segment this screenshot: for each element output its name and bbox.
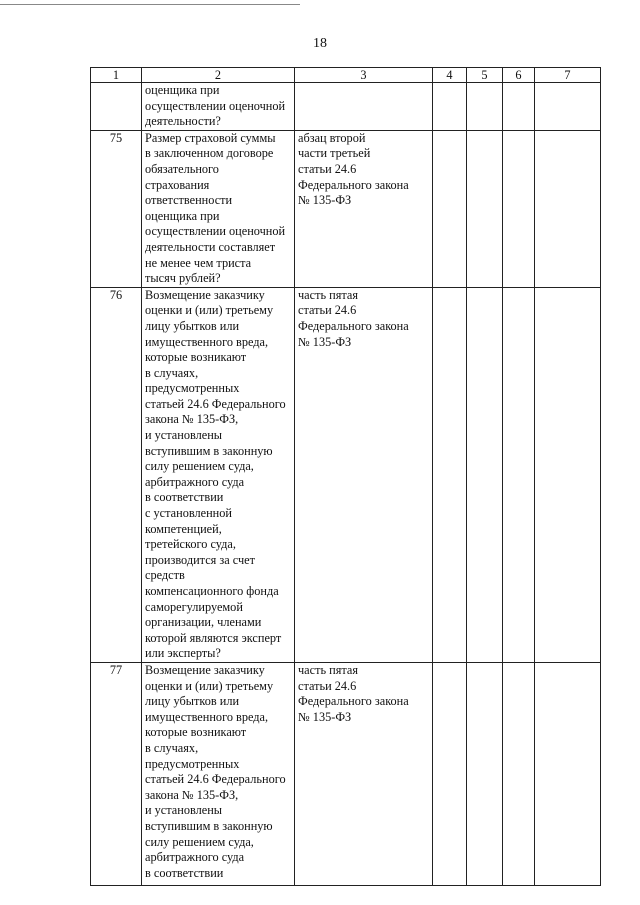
header-col-5: 5 (467, 68, 503, 83)
notes-cell (535, 287, 601, 662)
row-number (91, 83, 142, 131)
row-number: 76 (91, 287, 142, 662)
table-row (91, 83, 601, 131)
table-row (91, 287, 601, 662)
answer-cell-no (467, 83, 503, 131)
requirement-text: Размер страховой суммы в заключенном договоре обязательного страхования ответственности оценщика при осуществлении оценочной деятельности составляет не менее чем триста тысяч рублей? (142, 130, 295, 287)
table-row (91, 130, 601, 287)
header-col-1: 1 (91, 68, 142, 83)
requirement-text: оценщика при осуществлении оценочной деятельности? (142, 83, 295, 131)
row-number: 75 (91, 130, 142, 287)
answer-cell-na (503, 83, 535, 131)
notes-cell (535, 662, 601, 885)
answer-cell-no (467, 662, 503, 885)
answer-cell-yes (433, 83, 467, 131)
answer-cell-yes (433, 130, 467, 287)
notes-cell (535, 130, 601, 287)
header-col-3: 3 (295, 68, 433, 83)
requirement-text: Возмещение заказчику оценки и (или) третьему лицу убытков или имущественного вреда, которые возникают в случаях, предусмотренных статьей 24.6 Федерального закона № 135-ФЗ, и установлены вступившим в законную силу решением суда, арбитражного суда в соответствии с установленной компетенцией, третейского суда, производится за счет средств компенсационного фонда саморегулируемой организации, членами которой являются эксперт или эксперты? (142, 287, 295, 662)
requirement-text: Возмещение заказчику оценки и (или) третьему лицу убытков или имущественного вреда, которые возникают в случаях, предусмотренных статьей 24.6 Федерального закона № 135-ФЗ, и установлены вступившим в законную силу решением суда, арбитражного суда в соответствии (142, 662, 295, 885)
header-row (91, 68, 601, 83)
table-row (91, 662, 601, 885)
answer-cell-yes (433, 287, 467, 662)
header-col-4: 4 (433, 68, 467, 83)
row-number: 77 (91, 662, 142, 885)
notes-cell (535, 83, 601, 131)
answer-cell-yes (433, 662, 467, 885)
answer-cell-no (467, 130, 503, 287)
legal-reference: абзац второй части третьей статьи 24.6 Федерального закона № 135-ФЗ (295, 130, 433, 287)
top-rule (0, 4, 300, 5)
answer-cell-no (467, 287, 503, 662)
header-col-2: 2 (142, 68, 295, 83)
legal-reference (295, 83, 433, 131)
header-col-6: 6 (503, 68, 535, 83)
answer-cell-na (503, 287, 535, 662)
checklist-table (90, 67, 601, 886)
page-number: 18 (313, 36, 327, 51)
answer-cell-na (503, 662, 535, 885)
header-col-7: 7 (535, 68, 601, 83)
answer-cell-na (503, 130, 535, 287)
legal-reference: часть пятая статьи 24.6 Федерального закона № 135-ФЗ (295, 662, 433, 885)
legal-reference: часть пятая статьи 24.6 Федерального закона № 135-ФЗ (295, 287, 433, 662)
